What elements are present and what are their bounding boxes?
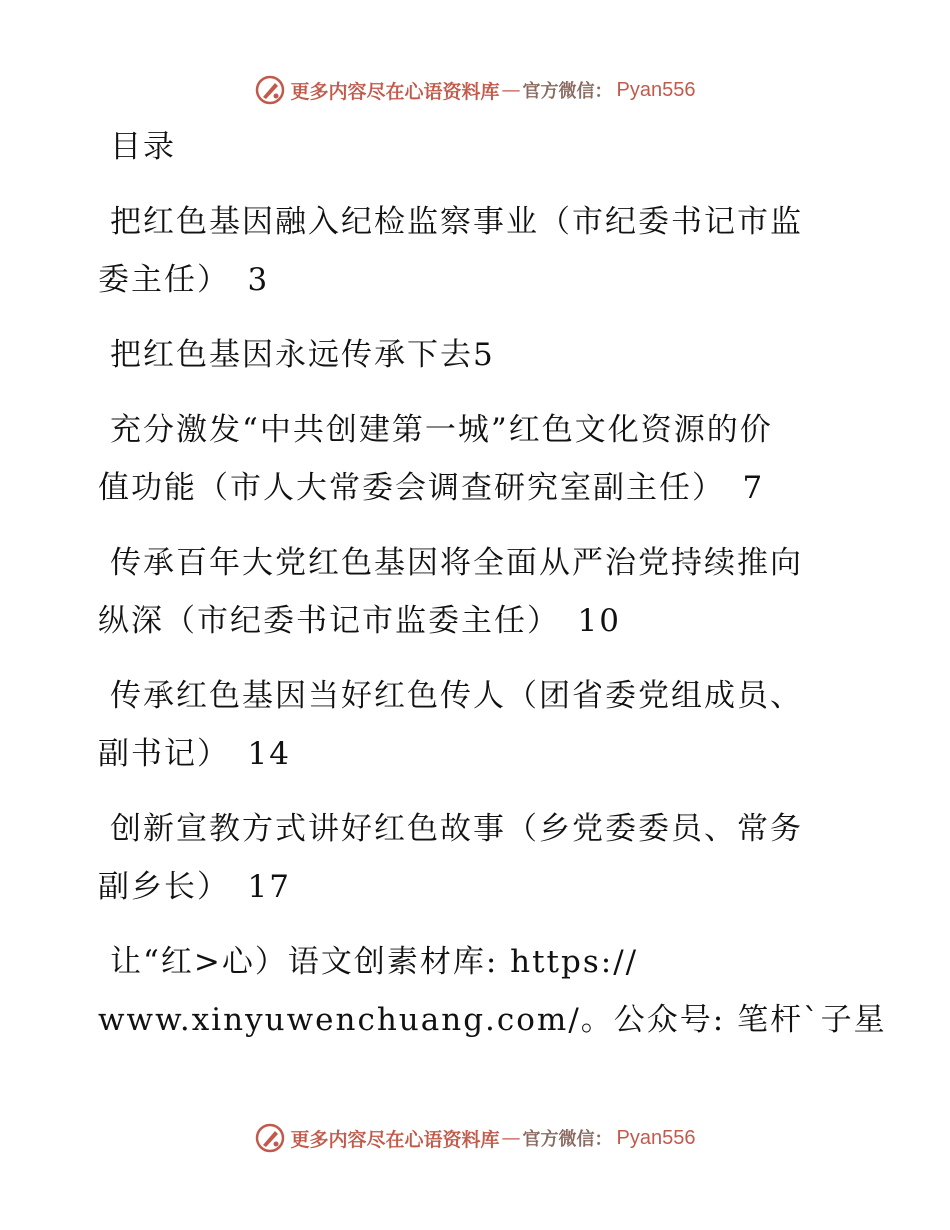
footer-note-line-1: 让“红>心）语文创素材库: https:// [110, 944, 639, 980]
banner-wechat-id: Pyan556 [616, 1126, 696, 1149]
banner-wechat-label: 官方微信： [522, 1129, 613, 1150]
banner-dash: — [501, 1127, 521, 1149]
banner-wechat-label: 官方微信： [522, 81, 613, 102]
footer-note-line-2: www.xinyuwenchuang.com/。公众号: 笔杆`子星 [98, 1002, 887, 1038]
pen-logo-icon [255, 1123, 285, 1153]
toc-entry[interactable] [98, 534, 838, 650]
toc-entry-line: 传承百年大党红色基因将全面从严治党持续推向 [110, 545, 803, 581]
toc-content [98, 118, 887, 1049]
banner-dash: — [501, 79, 521, 101]
toc-entry-line: 充分激发“中共创建第一城”红色文化资源的价 [110, 412, 773, 448]
banner-text: 更多内容尽在心语资料库 [290, 1128, 500, 1151]
toc-entry[interactable] [98, 193, 838, 309]
toc-entry-line: 值功能（市人大常委会调查研究室副主任） 7 [98, 470, 765, 506]
banner-text: 更多内容尽在心语资料库 [290, 80, 500, 103]
footer-watermark-banner [0, 1118, 950, 1158]
toc-entry-line: 把红色基因永远传承下去5 [110, 337, 495, 373]
banner-wechat-id: Pyan556 [616, 78, 696, 101]
header-watermark-banner [0, 70, 950, 110]
toc-entry[interactable] [98, 667, 838, 783]
toc-entry-line: 传承红色基因当好红色传人（团省委党组成员、 [110, 678, 803, 714]
toc-entry-line: 纵深（市纪委书记市监委主任） 10 [98, 603, 621, 639]
toc-entry-line: 把红色基因融入纪检监察事业（市纪委书记市监 [110, 204, 803, 240]
toc-entry-line: 创新宣教方式讲好红色故事（乡党委委员、常务 [110, 811, 803, 847]
toc-entry[interactable] [98, 326, 838, 384]
footer-note [98, 933, 887, 1049]
toc-entry-line: 副书记） 14 [98, 736, 291, 772]
toc-entry[interactable] [98, 800, 838, 916]
pen-logo-icon [255, 75, 285, 105]
toc-heading: 目录 [110, 129, 176, 165]
toc-entry-line: 委主任） 3 [98, 262, 270, 298]
toc-entry-line: 副乡长） 17 [98, 869, 291, 905]
toc-entry[interactable] [98, 401, 838, 517]
